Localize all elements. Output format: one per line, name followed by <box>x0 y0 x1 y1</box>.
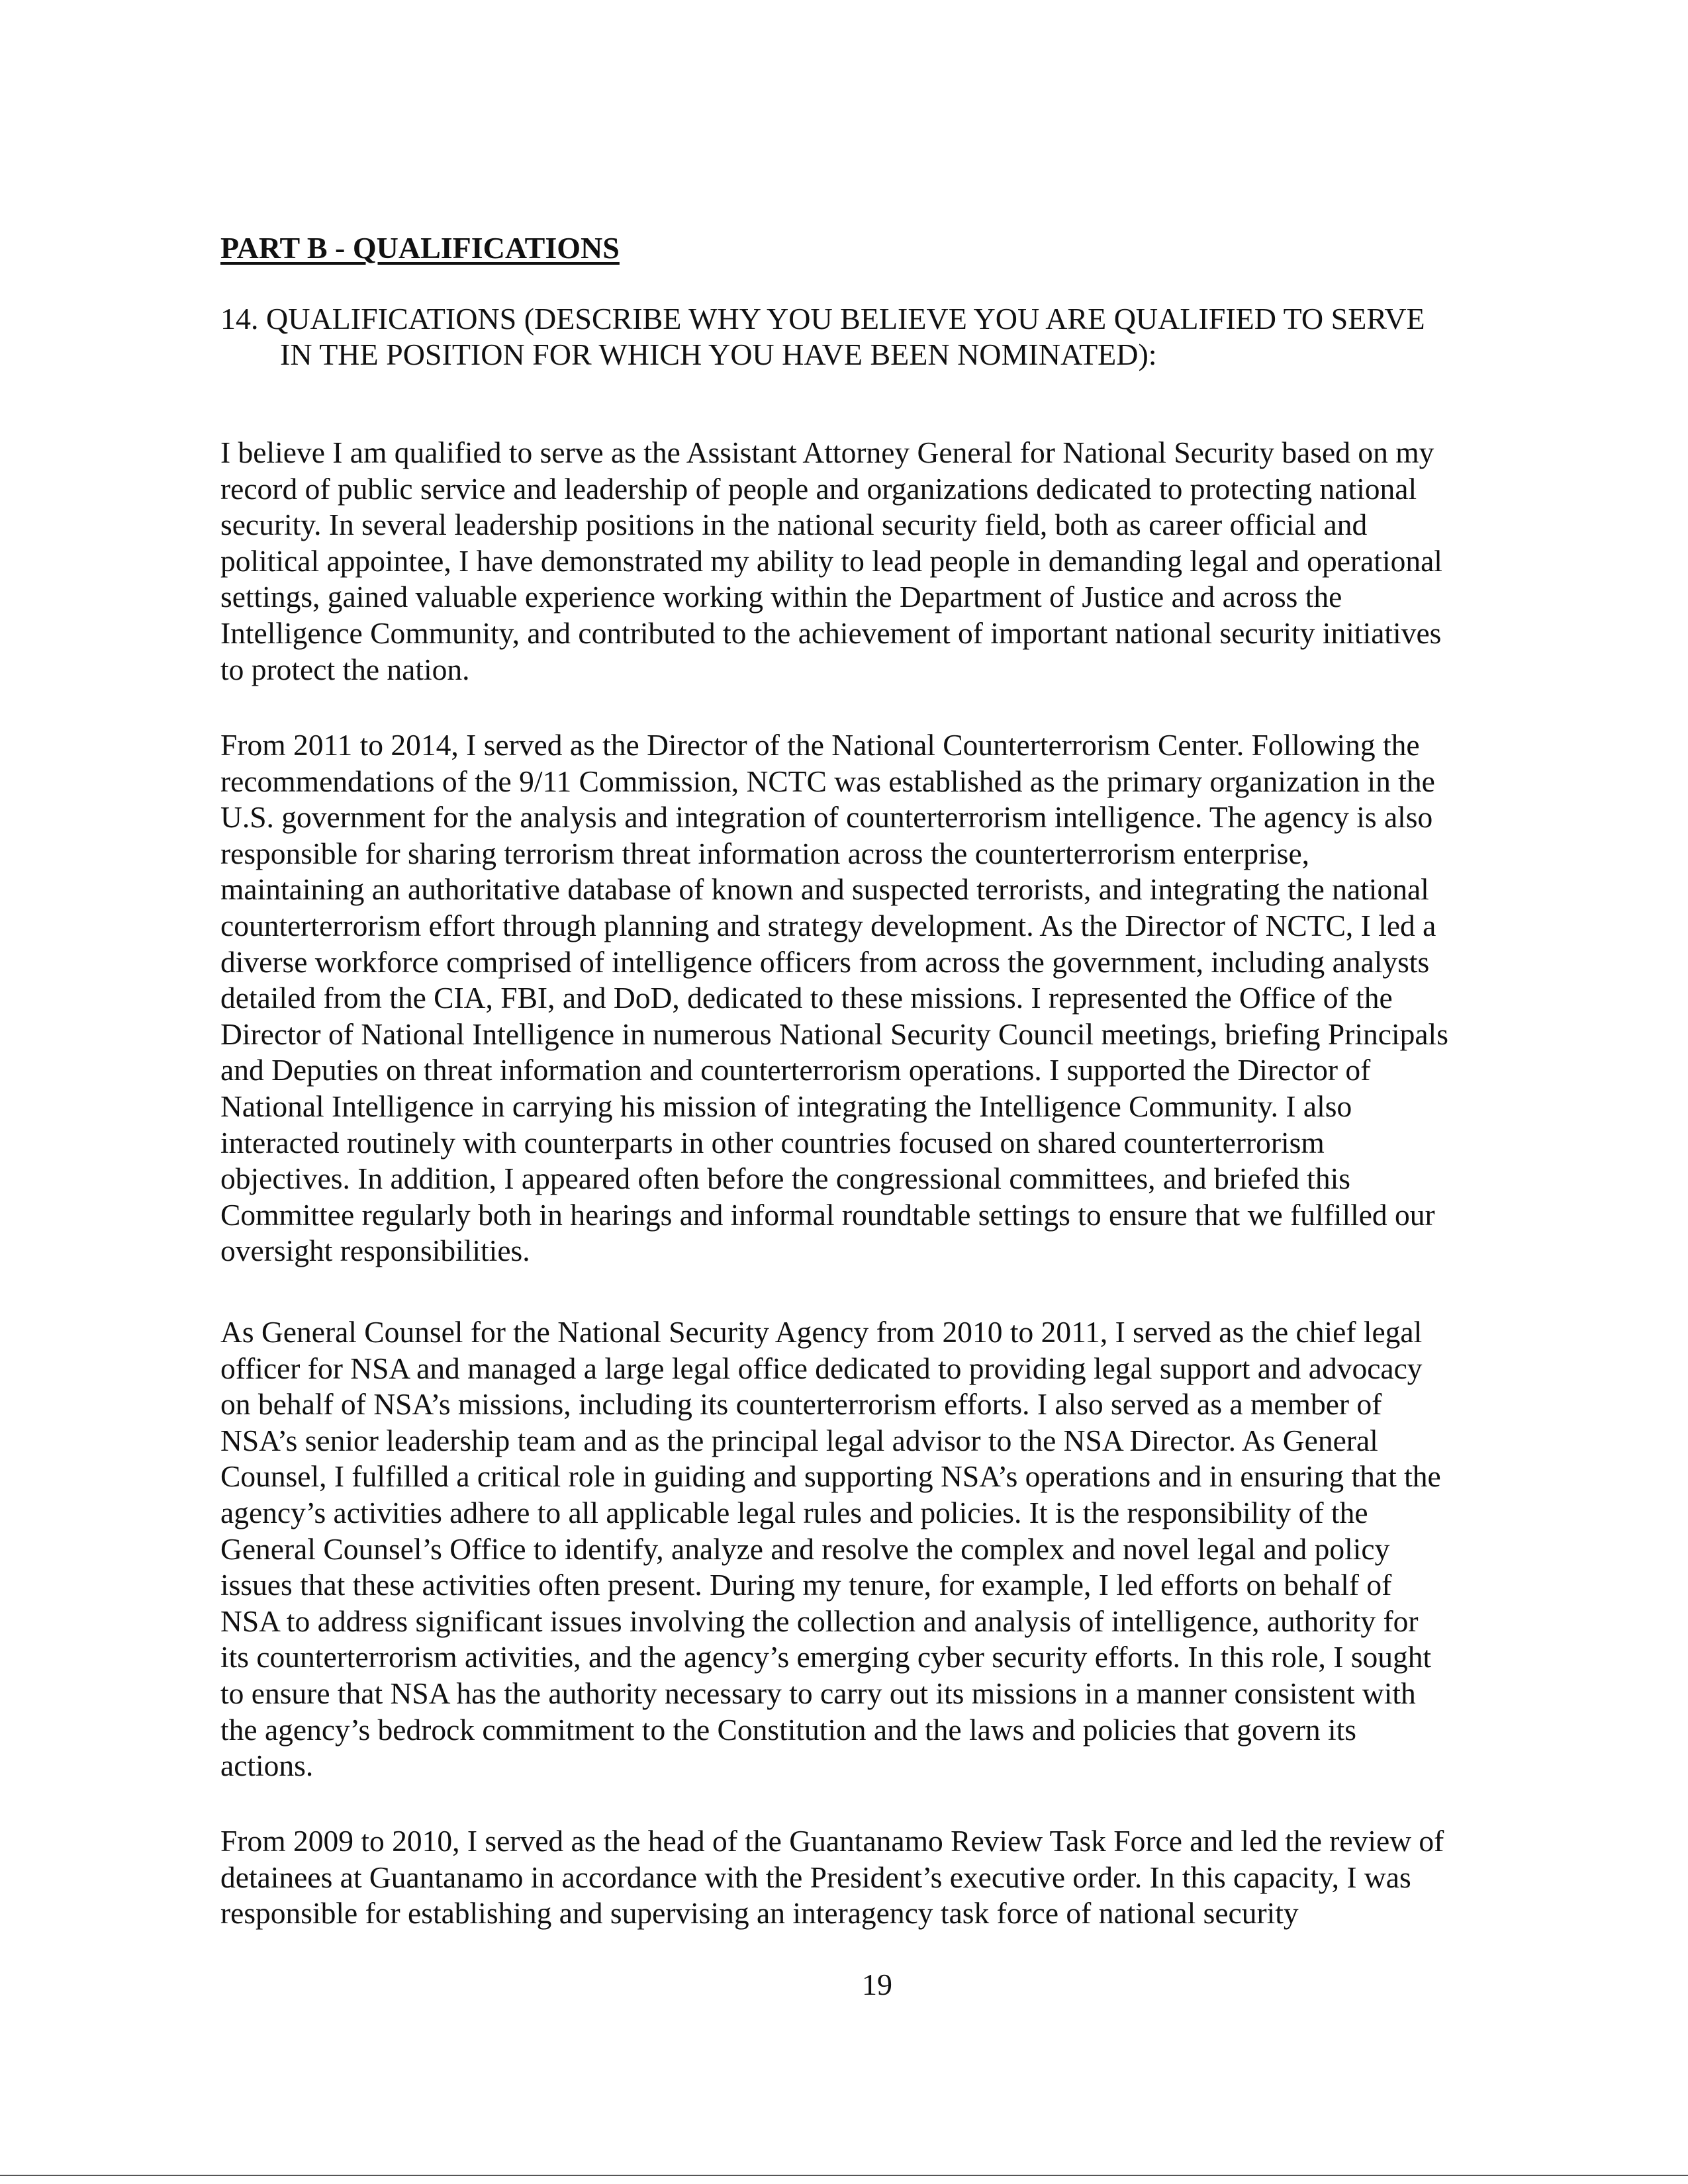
paragraph-line: NSA to address significant issues involving the collection and analysis of intelligence, authority for <box>220 1604 1419 1638</box>
paragraph-line: settings, gained valuable experience working within the Department of Justice and across the <box>220 580 1342 614</box>
paragraph-line: recommendations of the 9/11 Commission, NCTC was established as the primary organization in the <box>220 764 1435 798</box>
paragraph <box>220 435 1442 688</box>
paragraph-line: interacted routinely with counterparts in other countries focused on shared counterterrorism <box>220 1125 1325 1160</box>
paragraph-line: diverse workforce comprised of intelligence officers from across the government, including analysts <box>220 944 1430 979</box>
paragraph-line: From 2009 to 2010, I served as the head of the Guantanamo Review Task Force and led the review of <box>220 1824 1444 1858</box>
paragraph <box>220 727 1448 1269</box>
paragraph-line: on behalf of NSA’s missions, including its counterterrorism efforts. I also served as a member of <box>220 1387 1382 1422</box>
page-number: 19 <box>862 1968 892 2001</box>
paragraph-line: to protect the nation. <box>220 652 470 686</box>
paragraph-line: record of public service and leadership of people and organizations dedicated to protecting national <box>220 471 1417 506</box>
paragraph-line: As General Counsel for the National Security Agency from 2010 to 2011, I served as the chief legal <box>220 1315 1423 1349</box>
paragraph-line: Intelligence Community, and contributed to the achievement of important national security initiatives <box>220 615 1442 650</box>
paragraph-line: detailed from the CIA, FBI, and DoD, dedicated to these missions. I represented the Office of the <box>220 981 1393 1015</box>
question-line-1: 14. QUALIFICATIONS (DESCRIBE WHY YOU BELIEVE YOU ARE QUALIFIED TO SERVE <box>220 302 1425 336</box>
paragraph-line: I believe I am qualified to serve as the Assistant Attorney General for National Security based on my <box>220 435 1434 469</box>
question-14 <box>220 301 1425 373</box>
paragraph-line: counterterrorism effort through planning and strategy development. As the Director of NCTC, I led a <box>220 908 1436 942</box>
paragraph-line: oversight responsibilities. <box>220 1234 530 1268</box>
section-heading: PART B - QUALIFICATIONS <box>220 231 620 265</box>
paragraph <box>220 1314 1441 1784</box>
paragraph <box>220 1823 1444 1932</box>
paragraph-line: Director of National Intelligence in numerous National Security Council meetings, briefing Principals <box>220 1017 1448 1051</box>
paragraph-line: From 2011 to 2014, I served as the Director of the National Counterterrorism Center. Following the <box>220 728 1420 762</box>
paragraph-line: security. In several leadership positions in the national security field, both as career official and <box>220 508 1368 542</box>
paragraph-line: officer for NSA and managed a large legal office dedicated to providing legal support and advocacy <box>220 1351 1423 1385</box>
paragraph-line: detainees at Guantanamo in accordance with the President’s executive order. In this capacity, I was <box>220 1860 1411 1894</box>
paragraph-line: General Counsel’s Office to identify, analyze and resolve the complex and novel legal and policy <box>220 1531 1390 1566</box>
bottom-rule <box>0 2175 1688 2176</box>
paragraph-line: and Deputies on threat information and counterterrorism operations. I supported the Director of <box>220 1053 1371 1087</box>
paragraph-line: responsible for sharing terrorism threat information across the counterterrorism enterprise, <box>220 836 1310 870</box>
paragraph-line: to ensure that NSA has the authority necessary to carry out its missions in a manner consistent with <box>220 1676 1416 1710</box>
paragraph-line: U.S. government for the analysis and integration of counterterrorism intelligence. The agency is also <box>220 800 1433 835</box>
paragraph-line: agency’s activities adhere to all applicable legal rules and policies. It is the responsibility of the <box>220 1495 1368 1529</box>
paragraph-line: political appointee, I have demonstrated my ability to lead people in demanding legal and operational <box>220 543 1442 578</box>
question-line-2: IN THE POSITION FOR WHICH YOU HAVE BEEN NOMINATED): <box>280 338 1157 371</box>
paragraph-line: objectives. In addition, I appeared often before the congressional committees, and briefed this <box>220 1161 1350 1196</box>
paragraph-line: maintaining an authoritative database of known and suspected terrorists, and integrating the national <box>220 872 1429 907</box>
paragraph-line: Committee regularly both in hearings and informal roundtable settings to ensure that we fulfilled our <box>220 1197 1435 1232</box>
paragraph-line: National Intelligence in carrying his mission of integrating the Intelligence Community. I also <box>220 1089 1352 1123</box>
paragraph-line: its counterterrorism activities, and the agency’s emerging cyber security efforts. In this role, I sought <box>220 1640 1432 1674</box>
paragraph-line: Counsel, I fulfilled a critical role in guiding and supporting NSA’s operations and in ensuring that the <box>220 1459 1441 1494</box>
paragraph-line: issues that these activities often present. During my tenure, for example, I led efforts on behalf of <box>220 1568 1392 1602</box>
paragraph-line: the agency’s bedrock commitment to the Constitution and the laws and policies that govern its <box>220 1712 1357 1747</box>
paragraph-line: actions. <box>220 1749 314 1783</box>
paragraph-line: NSA’s senior leadership team and as the principal legal advisor to the NSA Director. As General <box>220 1423 1378 1457</box>
paragraph-line: responsible for establishing and supervising an interagency task force of national security <box>220 1896 1299 1931</box>
